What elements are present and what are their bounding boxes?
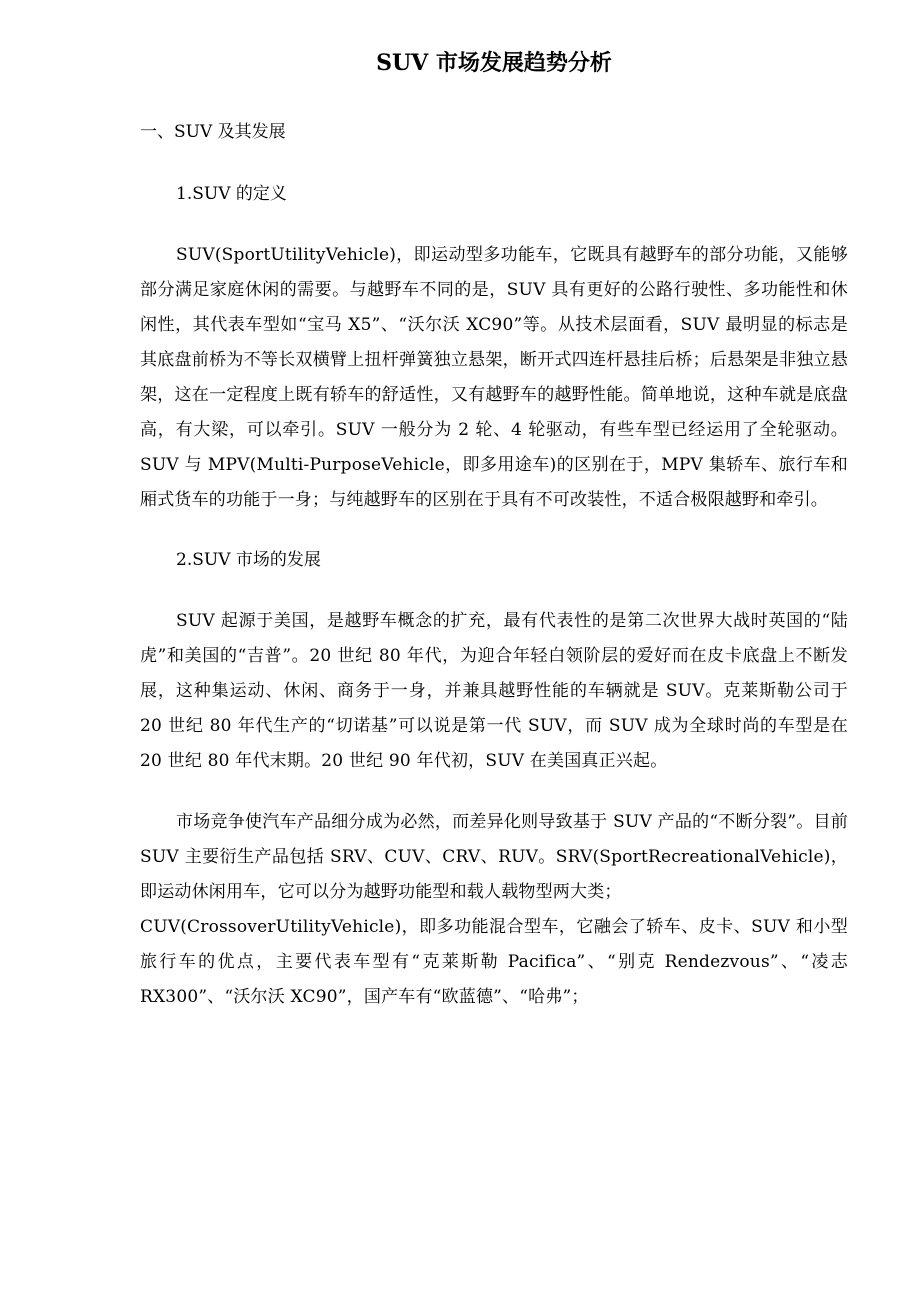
subsection-heading-suv-market: 2.SUV 市场的发展 <box>176 550 321 570</box>
paragraph-suv-definition: SUV(SportUtilityVehicle)，即运动型多功能车，它既具有越野车的部分功能，又能够部分满足家庭休闲的需要。与越野车不同的是，SUV 具有更好的公路行驶性、多功能性和休闲性，其代表车型如“宝马 X5”、“沃尔沃 XC90”等。从技术层面看，SUV 最明显的标志是其底盘前桥为不等长双横臂上扭杆弹簧独立悬架，断开式四连杆悬挂后桥；后悬架是非独立悬架，这在一定程度上既有轿车的舒适性，又有越野车的越野性能。简单地说，这种车就是底盘高，有大梁，可以牵引。SUV 一般分为 2 轮、4 轮驱动，有些车型已经运用了全轮驱动。SUV 与 MPV(Multi-PurposeVehicle，即多用途车)的区别在于，MPV 集轿车、旅行车和厢式货车的功能于一身；与纯越野车的区别在于具有不可改装性，不适合极限越野和牵引。 <box>140 245 848 510</box>
paragraph-suv-derivatives: 市场竞争使汽车产品细分成为必然，而差异化则导致基于 SUV 产品的“不断分裂”。目前 SUV 主要衍生产品包括 SRV、CUV、CRV、RUV。SRV(SportRecreationalVehicle)，即运动休闲用车，它可以分为越野功能型和载人载物型两大类； <box>140 812 848 902</box>
document-title: SUV 市场发展趋势分析 <box>376 50 612 76</box>
paragraph-cuv: CUV(CrossoverUtilityVehicle)，即多功能混合型车，它融会了轿车、皮卡、SUV 和小型旅行车的优点，主要代表车型有“克莱斯勒 Pacifica”、“别克 Rendezvous”、“凌志 RX300”、“沃尔沃 XC90”，国产车有“欧蓝德”、“哈弗”； <box>140 917 848 1007</box>
document-page <box>140 48 848 1041</box>
section-heading-suv-development: 一、SUV 及其发展 <box>140 122 286 142</box>
subsection-heading-suv-definition: 1.SUV 的定义 <box>176 184 287 204</box>
paragraph-suv-origin: SUV 起源于美国，是越野车概念的扩充，最有代表性的是第二次世界大战时英国的“陆虎”和美国的“吉普”。20 世纪 80 年代，为迎合年轻白领阶层的爱好而在皮卡底盘上不断发展，这种集运动、休闲、商务于一身，并兼具越野性能的车辆就是 SUV。克莱斯勒公司于 20 世纪 80 年代生产的“切诺基”可以说是第一代 SUV，而 SUV 成为全球时尚的车型是在 20 世纪 80 年代末期。20 世纪 90 年代初，SUV 在美国真正兴起。 <box>140 611 848 771</box>
